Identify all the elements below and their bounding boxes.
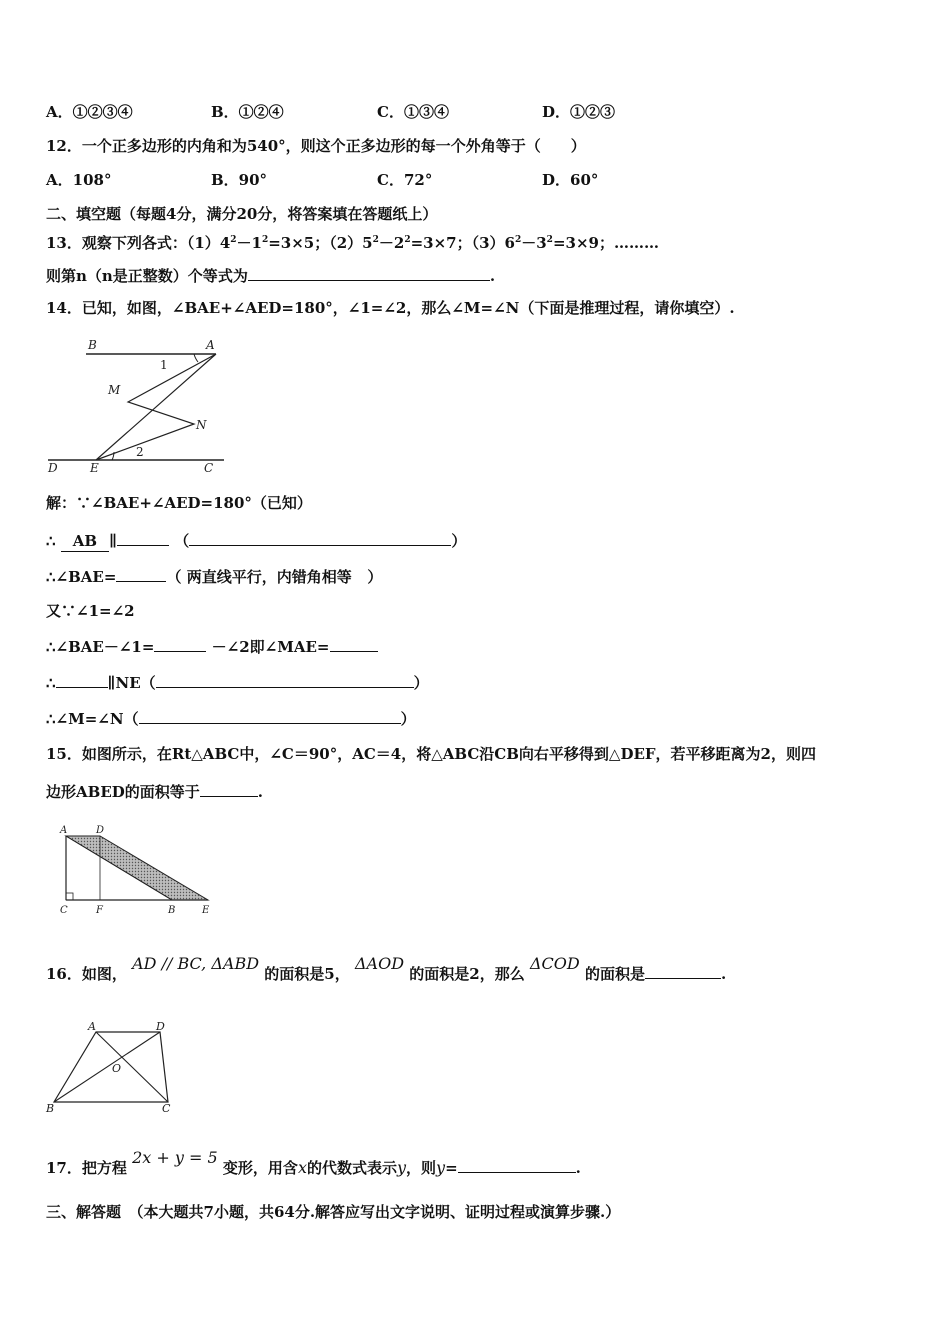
q16-figure bbox=[42, 1018, 182, 1116]
q16-formula-1: AD // BC, ΔABD bbox=[132, 954, 260, 973]
q16-formula-2: ΔAOD bbox=[354, 954, 405, 973]
q12-option-b: B．90° bbox=[211, 171, 268, 189]
q15-figure bbox=[56, 822, 216, 918]
q14-figure bbox=[44, 332, 234, 477]
q14-solution-2: ∴ AB ∥ （ ） bbox=[46, 529, 466, 552]
q15-line1: 15．如图所示，在Rt△ABC中，∠C＝90°，AC＝4，将△ABC沿CB向右平移得到△DEF，若平移距离为2，则四 bbox=[46, 745, 816, 763]
q14-solution-1: 解：∵∠BAE+∠AED=180°（已知） bbox=[46, 494, 312, 512]
q16-formula-3: ΔCOD bbox=[529, 954, 580, 973]
q13-answer-blank[interactable] bbox=[248, 264, 490, 281]
label-d: D bbox=[156, 1020, 165, 1033]
label-angle-2: 2 bbox=[136, 445, 144, 459]
q11-option-a: A．①②③④ bbox=[46, 103, 133, 121]
q13-stem: 13．观察下列各式：$(1)4^2-1^2=3\times 5$；$(2)5^2-2^2=3\times 7$；$(3)6^2-3^2=3\times 9$；……… bbox=[46, 234, 659, 252]
section2-title: 二、填空题（每题4分，满分20分，将答案填在答题纸上） bbox=[46, 205, 438, 223]
q14-solution-5: ∴∠BAE－∠1= －∠2即∠MAE= bbox=[46, 635, 378, 657]
q17-answer-blank[interactable] bbox=[458, 1156, 576, 1173]
label-o: O bbox=[112, 1062, 122, 1075]
q11-option-d: D．①②③ bbox=[542, 103, 616, 121]
label-a: A bbox=[88, 1020, 96, 1033]
label-n: N bbox=[196, 418, 207, 432]
q11-option-b: B．①②④ bbox=[211, 103, 284, 121]
q17-stem: 17．把方程 2x + y = 5 变形，用含x的代数式表示y，则y= . bbox=[46, 1148, 581, 1177]
q14-stem: 14．已知，如图，∠BAE+∠AED=180°，∠1=∠2，那么∠M=∠N（下面是推理过程，请你填空）. bbox=[46, 299, 735, 317]
label-c: C bbox=[60, 905, 68, 916]
q12-stem: 12．一个正多边形的内角和为540°，则这个正多边形的每一个外角等于（ ） bbox=[46, 137, 586, 155]
q17-formula: 2x + y = 5 bbox=[132, 1148, 218, 1167]
q15-line2: 边形ABED的面积等于 . bbox=[46, 780, 263, 802]
label-b: B bbox=[88, 338, 97, 352]
q14-solution-6: ∴ ∥NE（ ） bbox=[46, 671, 429, 693]
label-c: C bbox=[204, 461, 214, 475]
label-m: M bbox=[108, 383, 121, 397]
section3-title: 三、解答题 （本大题共7小题，共64分.解答应写出文字说明、证明过程或演算步骤.） bbox=[46, 1203, 621, 1221]
label-e: E bbox=[90, 461, 99, 475]
q14-solution-3: ∴∠BAE= （ 两直线平行，内错角相等 ） bbox=[46, 565, 382, 587]
q12-option-c: C．72° bbox=[377, 171, 433, 189]
label-f: F bbox=[96, 905, 103, 916]
label-e: E bbox=[202, 905, 210, 916]
q15-answer-blank[interactable] bbox=[200, 780, 258, 797]
label-c: C bbox=[162, 1102, 171, 1115]
q13-line2: 则第n（n是正整数）个等式为 . bbox=[46, 264, 495, 286]
q16-answer-blank[interactable] bbox=[645, 962, 721, 979]
q11-option-c: C．①③④ bbox=[377, 103, 449, 121]
q16-stem: 16．如图， AD // BC, ΔABD 的面积是5， ΔAOD 的面积是2，那么 ΔCOD 的面积是 . bbox=[46, 954, 727, 983]
label-d: D bbox=[48, 461, 58, 475]
q12-option-d: D．60° bbox=[542, 171, 599, 189]
label-b: B bbox=[168, 905, 176, 916]
q14-solution-7: ∴∠M=∠N（ ） bbox=[46, 707, 416, 729]
label-a: A bbox=[60, 825, 68, 836]
label-d: D bbox=[96, 825, 105, 836]
q12-option-a: A．108° bbox=[46, 171, 112, 189]
label-a: A bbox=[206, 338, 215, 352]
label-b: B bbox=[46, 1102, 55, 1115]
q14-solution-4: 又∵∠1=∠2 bbox=[46, 602, 135, 620]
label-angle-1: 1 bbox=[160, 358, 168, 372]
